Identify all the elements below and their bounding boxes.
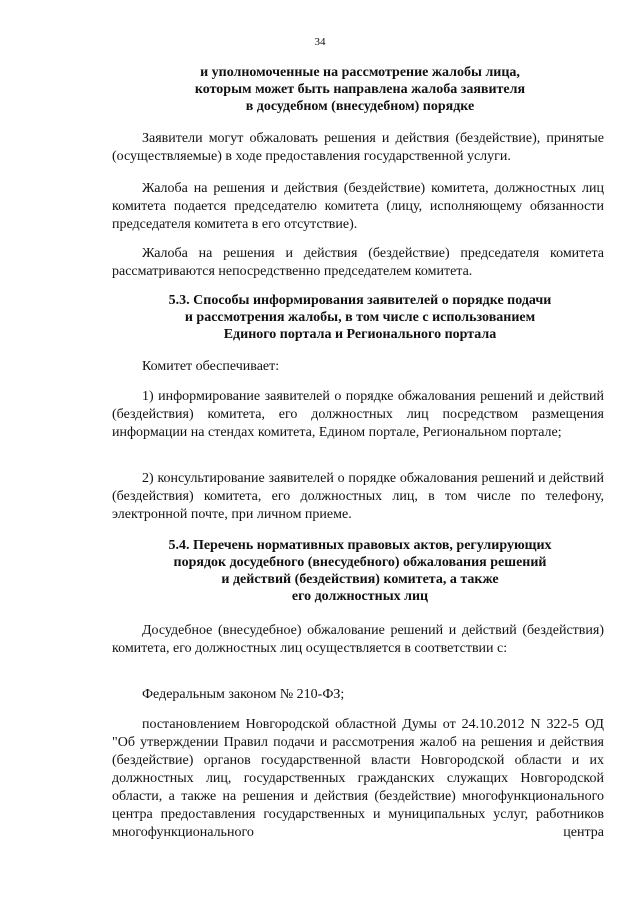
heading-line: и рассмотрения жалобы, в том числе с использованием: [184, 310, 536, 325]
paragraph-committee-provides: Комитет обеспечивает:: [142, 359, 280, 374]
list-item-consulting: 2) консультирование заявителей о порядке обжалования решений и действий (бездействия) комитета, его должностных лиц, в том числе по телефону, электронной почте, при личном приеме.: [112, 471, 604, 522]
heading-line: 5.4. Перечень нормативных правовых актов, регулирующих: [168, 538, 552, 553]
paragraph-chairman-complaint: Жалоба на решения и действия (бездействие) председателя комитета рассматриваются непосредственно председателем комитета.: [112, 246, 604, 279]
section-heading-5-4: [110, 537, 610, 605]
heading-line: порядок досудебного (внесудебного) обжалования решений: [173, 555, 547, 570]
heading-line: и действий (бездействия) комитета, а также: [221, 572, 499, 587]
heading-line: Единого портала и Регионального портала: [223, 327, 497, 342]
section-heading-5-3: [110, 292, 610, 343]
paragraph-federal-law: Федеральным законом № 210-ФЗ;: [142, 687, 345, 702]
paragraph-pretrial-appeal: Досудебное (внесудебное) обжалование решений и действий (бездействия) комитета, его должностных лиц осуществляется в соответствии с:: [112, 623, 604, 656]
paragraph-appeal-right: Заявители могут обжаловать решения и действия (бездействие), принятые (осуществляемые) в ходе предоставления государственной услуги.: [112, 131, 604, 164]
heading-line: и уполномоченные на рассмотрение жалобы лица,: [200, 65, 520, 80]
section-heading-complaint-recipients: [110, 64, 610, 115]
list-item-informing: 1) информирование заявителей о порядке обжалования решений и действий (бездействия) комитета, его должностных лиц посредством размещения информации на стендах комитета, Едином портале, Региональном портале;: [112, 389, 604, 440]
paragraph-resolution: постановлением Новгородской областной Думы от 24.10.2012 N 322-5 ОД "Об утверждении Правил подачи и рассмотрения жалоб на решения и действия (бездействие) органов государственной власти Новгородской области и их должностных лиц, государственных гражданских служащих Новгородской области, а также на решения и действия (бездействие) многофункционального центра предоставления государственных и муниципальных услуг, работников многофункционального центра: [112, 717, 604, 840]
heading-line: которым может быть направлена жалоба заявителя: [194, 82, 526, 97]
page-number: 34: [314, 36, 326, 48]
heading-line: в досудебном (внесудебном) порядке: [245, 99, 475, 114]
paragraph-complaint-to-chairman: Жалоба на решения и действия (бездействие) комитета, должностных лиц комитета подается председателю комитета (лицу, исполняющему обязанности председателя комитета в его отсутствие).: [112, 181, 604, 232]
heading-line: 5.3. Способы информирования заявителей о порядке подачи: [168, 293, 552, 308]
heading-line: его должностных лиц: [291, 589, 429, 604]
